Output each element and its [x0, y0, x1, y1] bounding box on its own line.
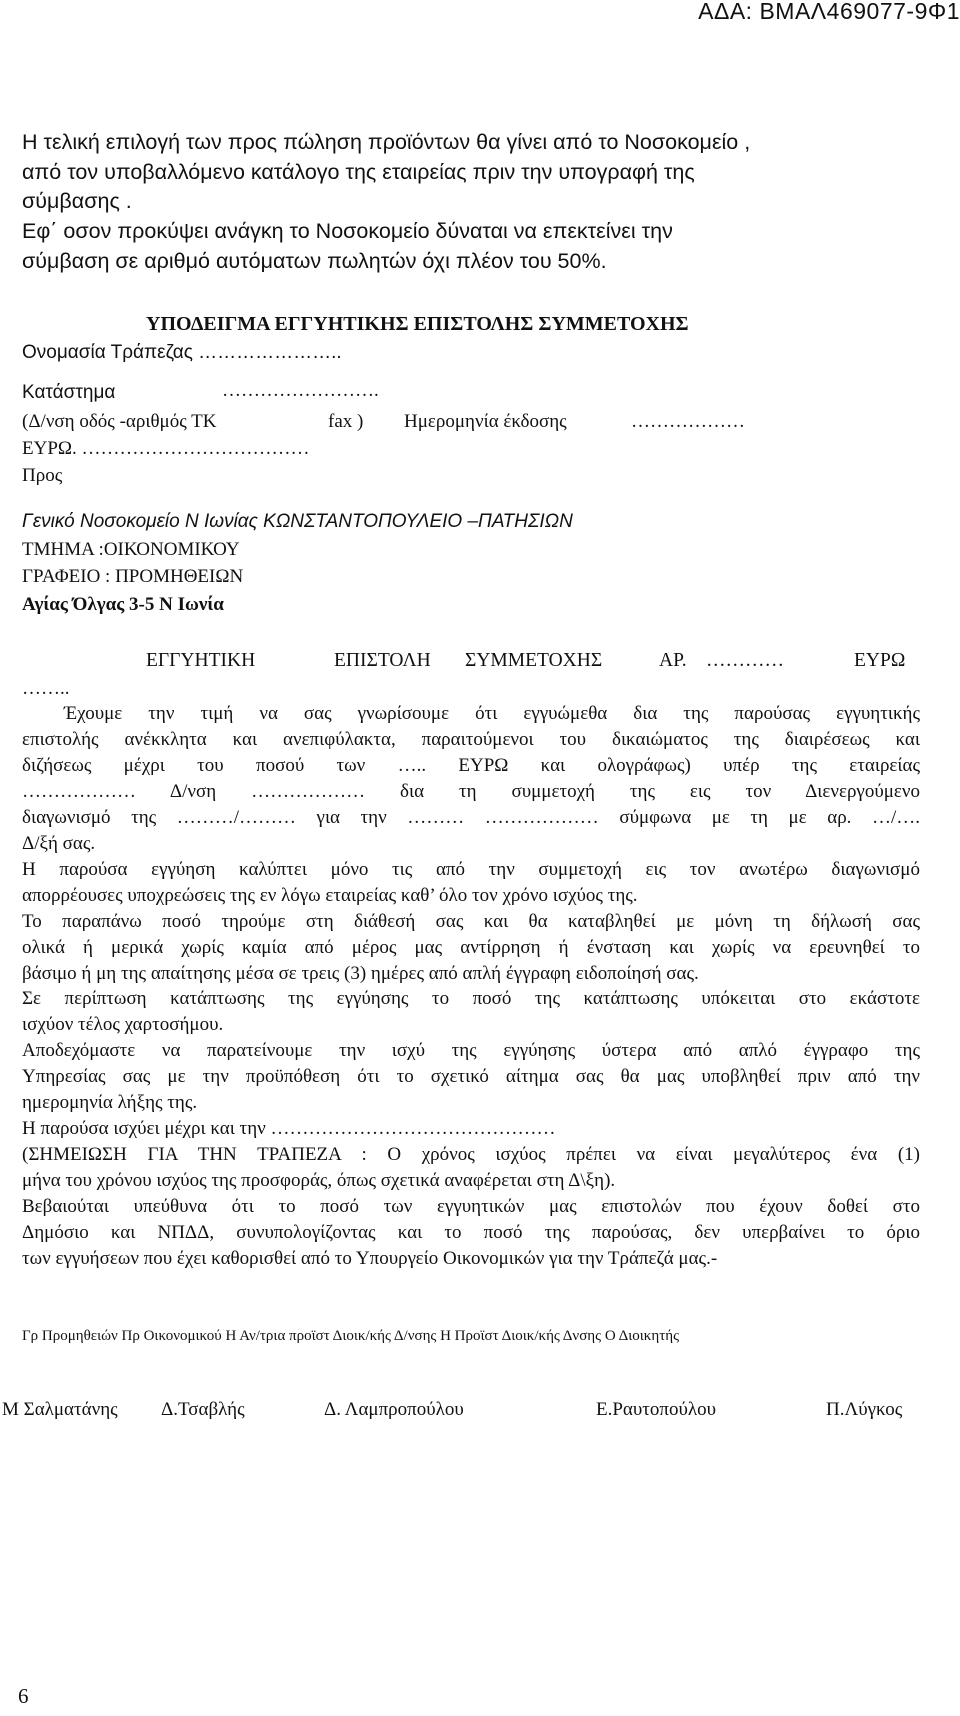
signatory-name: Π.Λύγκος [826, 1399, 903, 1420]
guarantee-heading-cont: …….. [22, 678, 70, 699]
guarantee-body-line: Δημόσιο και ΝΠΔΔ, συνυπολογίζοντας και το ποσό της παρούσας, δεν υπερβαίνει το όριο [22, 1222, 920, 1243]
signatory-name: Ε.Ραυτοπούλου [596, 1399, 717, 1420]
guarantee-body-line: Έχουμε την τιμή να σας γνωρίσουμε ότι εγγυώμεθα δια της παρούσας εγγυητικής [64, 703, 920, 724]
guarantee-body-line: Το παραπάνω ποσό τηρούμε στη διάθεσή σας και θα καταβληθεί με μόνη τη δήλωσή σας [22, 911, 920, 932]
recipient-department: ΤΜΗΜΑ :ΟΙΚΟΝΟΜΙΚΟΥ [22, 539, 240, 560]
intro-line: Η τελική επιλογή των προς πώληση προϊόντων θα γίνει από το Νοσοκομείο , [22, 130, 751, 154]
guarantee-body-line: Δ/ξή σας. [22, 833, 96, 854]
guarantee-body-line: Σε περίπτωση κατάπτωσης της εγγύησης το ποσό της κατάπτωσης υπόκειται στο εκάστοτε [22, 988, 920, 1009]
guarantee-body-line: μήνα του χρόνου ισχύος της προσφοράς, όπως σχετικά αναφέρεται στη Δ\ξη). [22, 1170, 616, 1191]
branch-label: Κατάστημα [22, 382, 116, 403]
address-label: (Δ/νση οδός -αριθμός ΤΚ [22, 411, 217, 432]
guarantee-body-line: Βεβαιούται υπεύθυνα ότι το ποσό των εγγυητικών μας επιστολών που έχουν δοθεί στο [22, 1196, 920, 1217]
guarantee-heading-word: ΕΠΙΣΤΟΛΗ [334, 650, 431, 671]
guarantee-heading-word: ΣΥΜΜΕΤΟΧΗΣ [465, 650, 603, 671]
guarantee-body-line: Υπηρεσίας σας με την προϋπόθεση ότι το σχετικό αίτημα σας θα μας υποβληθεί πριν από την [22, 1066, 920, 1087]
specimen-title: ΥΠΟΔΕΙΓΜΑ ΕΓΓΥΗΤΙΚΗΣ ΕΠΙΣΤΟΛΗΣ ΣΥΜΜΕΤΟΧΗΣ [146, 313, 689, 335]
guarantee-body-line: διζήσεως μέχρι του ποσού των ….. ΕΥΡΩ και ολογράφως) υπέρ της εταιρείας [22, 755, 920, 776]
guarantee-body-line: ισχύον τέλος χαρτοσήμου. [22, 1014, 224, 1035]
guarantee-heading-word: ΕΥΡΩ [854, 650, 906, 671]
guarantee-body-line: βάσιμο ή μη της απαίτησης μέσα σε τρεις (3) ημέρες από απλή έγγραφη ειδοποίησή σας. [22, 963, 699, 984]
signatory-roles: Γρ Προμηθειών Πρ Οικονομικού Η Αν/τρια προϊστ Διοικ/κής Δ/νσης Η Προϊστ Διοικ/κής Δνσης Ο Διοικητής [22, 1328, 680, 1344]
signatory-name: Δ. Λαμπροπούλου [324, 1399, 464, 1420]
guarantee-body-line: απορρέουσες υποχρεώσεις της εν λόγω εταιρείας καθ’ όλο τον χρόνο ισχύος της. [22, 885, 638, 906]
intro-line: σύμβαση σε αριθμό αυτόματων πωλητών όχι πλέον του 50%. [22, 249, 607, 273]
guarantee-body-line: διαγωνισμό της ………/……… για την ……… ……………… σύμφωνα με τη με αρ. …/…. [22, 807, 920, 828]
guarantee-heading-word: ΑΡ. [659, 650, 687, 671]
fax-label: fax ) [328, 411, 364, 432]
signatory-name: Δ.Τσαβλής [161, 1399, 245, 1420]
recipient-hospital: Γενικό Νοσοκομείο Ν Ιωνίας ΚΩΝΣΤΑΝΤΟΠΟΥΛΕΙΟ –ΠΑΤΗΣΙΩΝ [22, 511, 573, 532]
page-number: 6 [18, 1684, 29, 1708]
issue-date-label: Ημερομηνία έκδοσης [404, 411, 567, 432]
euro-amount-line: ΕΥΡΩ. ……………………………… [22, 438, 310, 459]
bank-name-field: Ονομασία Τράπεζας ………………….. [22, 342, 342, 363]
guarantee-body-line: Αποδεχόμαστε να παρατείνουμε την ισχύ της εγγύησης ύστερα από απλό έγγραφο της [22, 1040, 920, 1061]
signatory-name: Μ Σαλματάνης [2, 1399, 118, 1420]
guarantee-body-line: Η παρούσα εγγύηση καλύπτει μόνο τις από την συμμετοχή εις τον ανωτέρω διαγωνισμό [22, 859, 920, 880]
issue-date-dots: ……………… [631, 411, 745, 432]
intro-line: Εφ΄ οσον προκύψει ανάγκη το Νοσοκομείο δύναται να επεκτείνει την [22, 219, 673, 243]
guarantee-body-line: ολικά ή μερικά χωρίς καμία από μέρος μας αντίρρηση ή ένσταση και χωρίς να ερευνηθεί το [22, 937, 920, 958]
recipient-office: ΓΡΑΦΕΙΟ : ΠΡΟΜΗΘΕΙΩΝ [22, 566, 244, 587]
guarantee-body-line: (ΣΗΜΕΙΩΣΗ ΓΙΑ ΤΗΝ ΤΡΑΠΕΖΑ : Ο χρόνος ισχύος πρέπει να είναι μεγαλύτερος ένα (1) [22, 1144, 920, 1165]
intro-line: από τον υποβαλλόμενο κατάλογο της εταιρείας πριν την υπογραφή της [22, 160, 695, 184]
guarantee-body-line: επιστολής ανέκκλητα και ανεπιφύλακτα, παραιτούμενοι του δικαιώματος της διαιρέσεως και [22, 729, 920, 750]
guarantee-body-line: των εγγυήσεων που έχει καθορισθεί από το Υπουργείο Οικονομικών για την Τράπεζά μας.- [22, 1248, 718, 1269]
recipient-address: Αγίας Όλγας 3-5 Ν Ιωνία [22, 594, 224, 615]
intro-line: σύμβασης . [22, 189, 132, 213]
to-label: Προς [22, 465, 63, 486]
ada-code: ΑΔΑ: ΒΜΑΛ469077-9Φ1 [698, 0, 960, 24]
guarantee-body-line: ημερομηνία λήξης της. [22, 1092, 198, 1113]
guarantee-body-line: ……………… Δ/νση ……………… δια τη συμμετοχή της εις τον Διενεργούμενο [22, 781, 920, 802]
guarantee-body-line: Η παρούσα ισχύει μέχρι και την ……………………………………… [22, 1118, 556, 1139]
guarantee-heading-word: ΕΓΓΥΗΤΙΚΗ [146, 650, 256, 671]
guarantee-heading-dots: ………… [706, 650, 784, 671]
branch-dots: ……………………. [222, 380, 379, 401]
